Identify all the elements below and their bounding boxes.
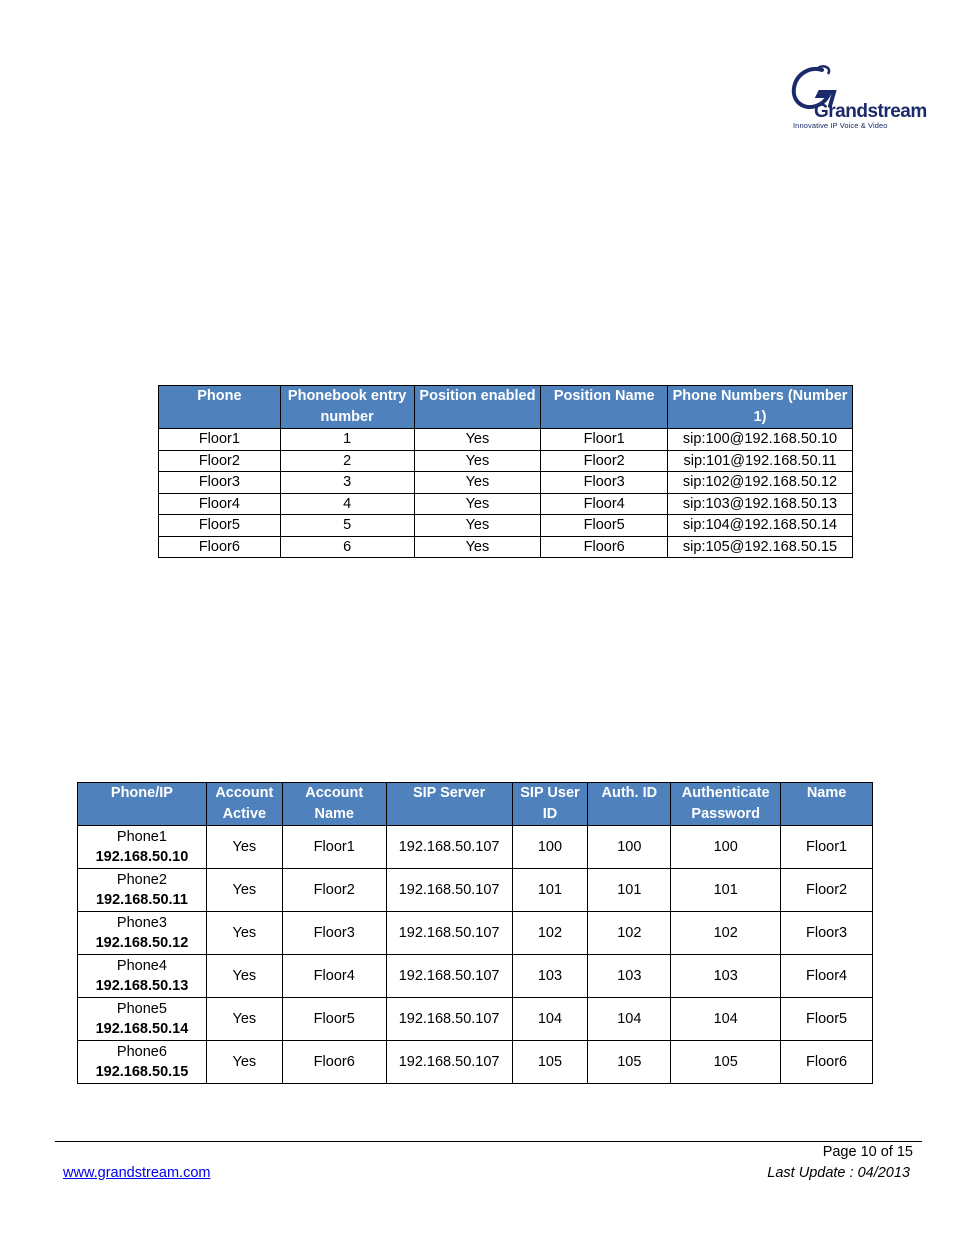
cell-position-enabled: Yes [414, 493, 541, 515]
phone-ip: 192.168.50.15 [95, 1064, 189, 1080]
cell-phone-ip [78, 1041, 207, 1084]
phone-name: Phone4 [116, 958, 167, 974]
cell-entry-number: 4 [280, 493, 414, 515]
cell-position-enabled: Yes [414, 472, 541, 494]
header-account-active: Account Active [206, 783, 282, 826]
cell-server: 192.168.50.107 [386, 998, 512, 1041]
header-name: Name [781, 783, 873, 826]
cell-active: Yes [206, 869, 282, 912]
header-sip-user-id: SIP User ID [512, 783, 588, 826]
cell-password: 103 [671, 955, 781, 998]
cell-entry-number: 1 [280, 429, 414, 451]
header-position-enabled: Position enabled [414, 386, 541, 429]
cell-auth-id: 105 [588, 1041, 671, 1084]
cell-phone-ip [78, 955, 207, 998]
cell-account: Floor6 [282, 1041, 386, 1084]
table-row [78, 912, 873, 955]
cell-entry-number: 5 [280, 515, 414, 537]
cell-password: 104 [671, 998, 781, 1041]
svg-text:Grandstream: Grandstream [814, 101, 927, 122]
cell-position-name: Floor2 [541, 450, 668, 472]
table-row [78, 826, 873, 869]
cell-phone: Floor5 [159, 515, 281, 537]
cell-position-name: Floor4 [541, 493, 668, 515]
logo-tagline: Innovative IP Voice & Video [793, 121, 888, 130]
cell-auth-id: 101 [588, 869, 671, 912]
cell-auth-id: 104 [588, 998, 671, 1041]
sip-header-row [78, 783, 873, 826]
header-authenticate-password: Authenticate Password [671, 783, 781, 826]
phone-name: Phone1 [116, 829, 167, 845]
cell-server: 192.168.50.107 [386, 869, 512, 912]
cell-phone: Floor3 [159, 472, 281, 494]
phone-name: Phone3 [116, 915, 167, 931]
cell-account: Floor2 [282, 869, 386, 912]
phonebook-table [158, 385, 853, 558]
cell-phone: Floor2 [159, 450, 281, 472]
cell-password: 101 [671, 869, 781, 912]
phone-name: Phone5 [116, 1001, 167, 1017]
cell-account: Floor1 [282, 826, 386, 869]
header-phone-ip: Phone/IP [78, 783, 207, 826]
phone-ip: 192.168.50.13 [95, 978, 189, 994]
phone-ip: 192.168.50.11 [95, 892, 188, 908]
cell-entry-number: 3 [280, 472, 414, 494]
cell-server: 192.168.50.107 [386, 955, 512, 998]
header-sip-server: SIP Server [386, 783, 512, 826]
cell-position-name: Floor5 [541, 515, 668, 537]
cell-name: Floor2 [781, 869, 873, 912]
cell-user-id: 101 [512, 869, 588, 912]
table-row [159, 472, 853, 494]
cell-position-enabled: Yes [414, 536, 541, 558]
table-row [159, 536, 853, 558]
header-phone-numbers: Phone Numbers (Number 1) [668, 386, 853, 429]
cell-phone-number: sip:103@192.168.50.13 [668, 493, 853, 515]
phone-ip: 192.168.50.14 [95, 1021, 189, 1037]
cell-name: Floor4 [781, 955, 873, 998]
sip-accounts-table [77, 782, 873, 1084]
cell-phone: Floor4 [159, 493, 281, 515]
cell-phone-ip [78, 869, 207, 912]
cell-phone-ip [78, 912, 207, 955]
cell-position-name: Floor6 [541, 536, 668, 558]
table-row [78, 1041, 873, 1084]
cell-position-name: Floor3 [541, 472, 668, 494]
table-row [159, 493, 853, 515]
header-phonebook-entry: Phonebook entry number [280, 386, 414, 429]
cell-name: Floor5 [781, 998, 873, 1041]
cell-entry-number: 6 [280, 536, 414, 558]
cell-active: Yes [206, 912, 282, 955]
cell-name: Floor3 [781, 912, 873, 955]
cell-server: 192.168.50.107 [386, 912, 512, 955]
cell-name: Floor1 [781, 826, 873, 869]
table-row [159, 515, 853, 537]
cell-password: 105 [671, 1041, 781, 1084]
cell-auth-id: 103 [588, 955, 671, 998]
cell-entry-number: 2 [280, 450, 414, 472]
cell-phone-number: sip:102@192.168.50.12 [668, 472, 853, 494]
phonebook-header-row [159, 386, 853, 429]
header-account-name: Account Name [282, 783, 386, 826]
cell-name: Floor6 [781, 1041, 873, 1084]
cell-user-id: 100 [512, 826, 588, 869]
cell-phone: Floor1 [159, 429, 281, 451]
cell-auth-id: 102 [588, 912, 671, 955]
header-position-name: Position Name [541, 386, 668, 429]
cell-position-enabled: Yes [414, 450, 541, 472]
header-auth-id: Auth. ID [588, 783, 671, 826]
table-row [78, 869, 873, 912]
cell-phone: Floor6 [159, 536, 281, 558]
cell-user-id: 104 [512, 998, 588, 1041]
table-row [159, 429, 853, 451]
cell-user-id: 103 [512, 955, 588, 998]
cell-account: Floor5 [282, 998, 386, 1041]
cell-server: 192.168.50.107 [386, 826, 512, 869]
cell-active: Yes [206, 998, 282, 1041]
cell-phone-ip [78, 998, 207, 1041]
cell-position-enabled: Yes [414, 429, 541, 451]
cell-position-enabled: Yes [414, 515, 541, 537]
phone-name: Phone6 [116, 1044, 167, 1060]
phone-ip: 192.168.50.10 [95, 849, 189, 865]
table-row [78, 998, 873, 1041]
phone-ip: 192.168.50.12 [95, 935, 189, 951]
cell-active: Yes [206, 955, 282, 998]
footer-divider [55, 1141, 922, 1142]
cell-password: 102 [671, 912, 781, 955]
cell-phone-number: sip:105@192.168.50.15 [668, 536, 853, 558]
cell-user-id: 102 [512, 912, 588, 955]
cell-password: 100 [671, 826, 781, 869]
grandstream-logo [788, 64, 927, 132]
header-phone: Phone [159, 386, 281, 429]
cell-account: Floor3 [282, 912, 386, 955]
last-update: Last Update : 04/2013 [767, 1165, 910, 1181]
grandstream-logo-icon [788, 64, 927, 122]
cell-phone-ip [78, 826, 207, 869]
table-row [78, 955, 873, 998]
cell-position-name: Floor1 [541, 429, 668, 451]
cell-phone-number: sip:100@192.168.50.10 [668, 429, 853, 451]
cell-phone-number: sip:104@192.168.50.14 [668, 515, 853, 537]
cell-phone-number: sip:101@192.168.50.11 [668, 450, 853, 472]
phone-name: Phone2 [116, 872, 167, 888]
cell-active: Yes [206, 826, 282, 869]
website-link[interactable]: www.grandstream.com [63, 1165, 211, 1181]
table-row [159, 450, 853, 472]
cell-account: Floor4 [282, 955, 386, 998]
cell-server: 192.168.50.107 [386, 1041, 512, 1084]
cell-active: Yes [206, 1041, 282, 1084]
cell-user-id: 105 [512, 1041, 588, 1084]
cell-auth-id: 100 [588, 826, 671, 869]
page-number: Page 10 of 15 [822, 1144, 913, 1160]
